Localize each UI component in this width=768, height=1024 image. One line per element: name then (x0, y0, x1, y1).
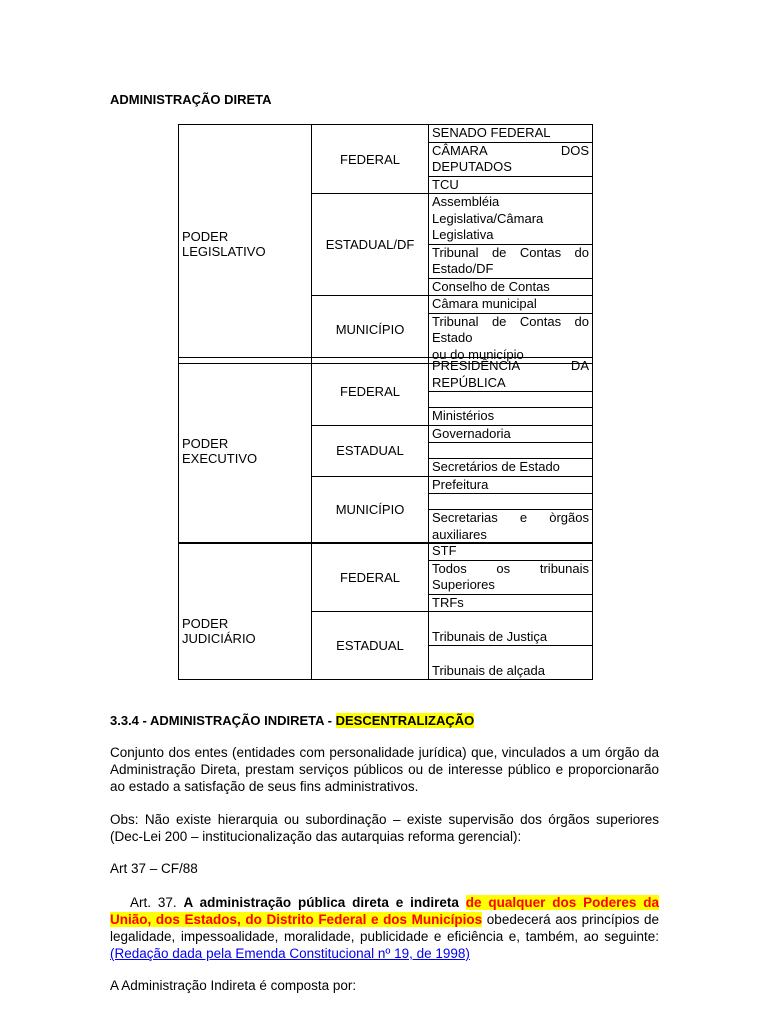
executivo-federal-cell: FEDERAL (312, 358, 429, 426)
secretarias-cell: Secretarias e òrgãos auxiliares (429, 510, 593, 544)
section-title (110, 713, 474, 728)
executivo-estadual-cell: ESTADUAL (312, 425, 429, 476)
legislativo-municipio-cell: MUNICÍPIO (312, 296, 429, 364)
secretarios-estado-cell: Secretários de Estado (429, 459, 593, 477)
tribunais-alcada-cell: Tribunais de alçada (429, 646, 593, 680)
executivo-municipio-cell: MUNICÍPIO (312, 476, 429, 544)
judiciario-estadual-cell: ESTADUAL (312, 612, 429, 680)
poder-executivo-cell: PODER EXECUTIVO (179, 358, 312, 544)
art37-prefix: Art. 37. (130, 895, 184, 910)
legislativo-estadual-cell: ESTADUAL/DF (312, 194, 429, 296)
empty-cell (429, 443, 593, 459)
senado-federal-cell: SENADO FEDERAL (429, 125, 593, 143)
camara-deputados-cell: CÂMARA DOS DEPUTADOS (429, 142, 593, 176)
section-title-prefix: 3.3.4 - ADMINISTRAÇÃO INDIRETA - (110, 713, 336, 728)
page-heading: ADMINISTRAÇÃO DIRETA (110, 92, 272, 107)
prefeitura-cell: Prefeitura (429, 476, 593, 494)
art37-rest: obedecerá aos princípios de legalidade, impessoalidade, moralidade, publicidade e eficiência e, também, ao seguinte: (110, 912, 659, 944)
empty-cell (429, 392, 593, 408)
paragraph-art37-ref: Art 37 – CF/88 (110, 861, 198, 876)
poder-legislativo-cell: PODER LEGISLATIVO (179, 125, 312, 364)
section-title-highlight: DESCENTRALIZAÇÃO (335, 713, 475, 728)
presidencia-cell: PRESIDÊNCIA DA REPÚBLICA (429, 358, 593, 392)
trfs-cell: TRFs (429, 594, 593, 612)
administracao-direta-table (178, 124, 593, 364)
governadoria-cell: Governadoria (429, 425, 593, 443)
tribunal-contas-estado-cell: Tribunal de Contas do Estado/DF (429, 244, 593, 278)
empty-cell (429, 494, 593, 510)
paragraph-obs: Obs: Não existe hierarquia ou subordinação – existe supervisão dos órgãos superiores (Dec-Lei 200 – institucionalização das autarquias reforma gerencial): (110, 812, 659, 844)
art37-highlight: de qualquer dos Poderes da União, dos Estados, do Distrito Federal e dos Municípios (110, 895, 660, 927)
paragraph-conjunto: Conjunto dos entes (entidades com personalidade jurídica) que, vinculados a um órgão da Administração Direta, prestam serviços públicos ou de interesse público e proporcionarão ao estado a satisfação de seus fins administrativos. (110, 745, 659, 794)
assembleia-cell: Assembléia Legislativa/Câmara Legislativa (429, 194, 593, 245)
emenda-link[interactable]: (Redação dada pela Emenda Constitucional nº 19, de 1998) (110, 946, 470, 961)
tribunais-justica-cell: Tribunais de Justiça (429, 612, 593, 646)
ministerios-cell: Ministérios (429, 408, 593, 426)
paragraph-composta: A Administração Indireta é composta por: (110, 978, 357, 993)
tribunais-superiores-cell: Todos os tribunais Superiores (429, 560, 593, 594)
conselho-contas-cell: Conselho de Contas (429, 278, 593, 296)
judiciario-table (178, 542, 593, 680)
poder-judiciario-cell: PODER JUDICIÁRIO (179, 543, 312, 680)
camara-municipal-cell: Câmara municipal (429, 296, 593, 314)
executivo-table (178, 357, 593, 544)
art37-bold: A administração pública direta e indireta (183, 895, 459, 910)
legislativo-federal-cell: FEDERAL (312, 125, 429, 194)
judiciario-federal-cell: FEDERAL (312, 543, 429, 612)
tribunal-contas-municipio-cell: Tribunal de Contas do Estado ou do município (429, 313, 593, 364)
paragraph-art37 (110, 894, 659, 962)
stf-cell: STF (429, 543, 593, 561)
tcu-cell: TCU (429, 176, 593, 194)
